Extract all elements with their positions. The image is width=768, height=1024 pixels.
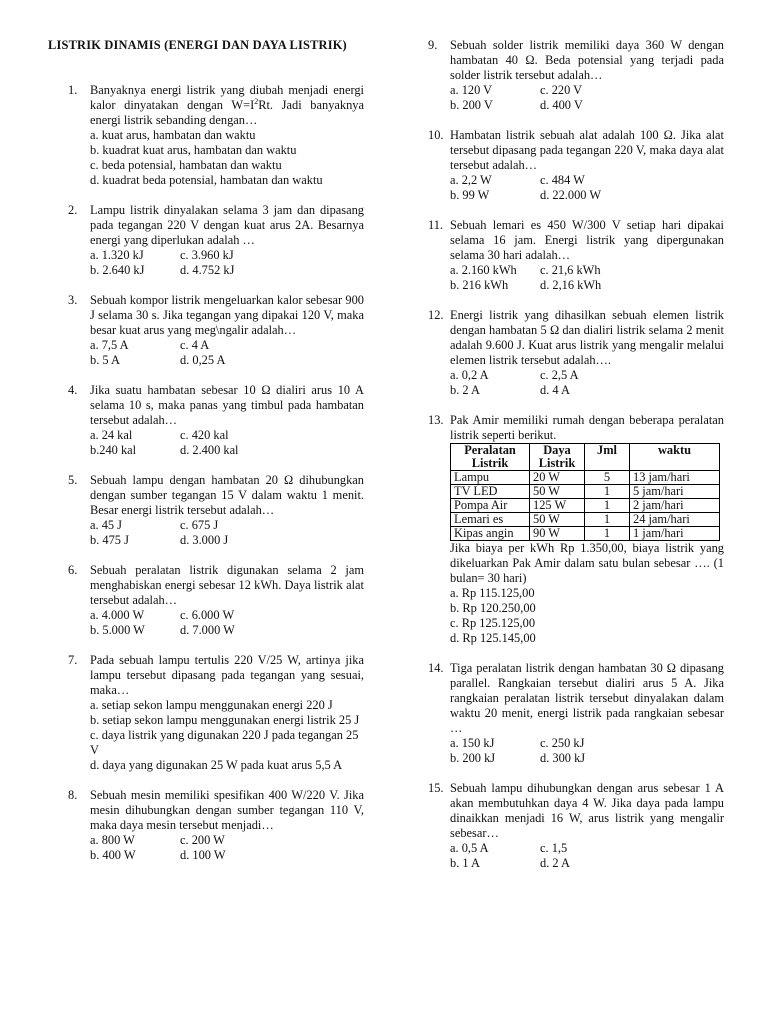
question-number: 5. [68, 473, 78, 487]
options [90, 338, 364, 368]
table-cell: 2 jam/hari [630, 499, 720, 513]
table-header: Peralatan Listrik [451, 444, 530, 471]
table-cell: Pompa Air [451, 499, 530, 513]
question-number: 3. [68, 293, 78, 307]
option-b: b. 400 W [90, 848, 136, 862]
options [450, 263, 724, 293]
option-c: c. 484 W [540, 173, 585, 187]
options [450, 173, 724, 203]
question-text: Sebuah lampu dengan hambatan 20 Ω dihubungkan dengan sumber tegangan 15 V dalam waktu 1 menit. Besar energi listrik tersebut adalah… [90, 473, 364, 517]
option-b: b. setiap sekon lampu menggunakan energi listrik 25 J [90, 713, 360, 727]
option-d: d. 22.000 W [540, 188, 602, 202]
table-row [451, 513, 720, 527]
table-header-row [451, 444, 720, 471]
question-8 [48, 788, 364, 863]
question-text: Lampu listrik dinyalakan selama 3 jam dan dipasang pada tegangan 220 V dengan kuat arus 2A. Besarnya energi yang diperlukan adalah … [90, 203, 364, 247]
question-number: 13. [428, 413, 444, 427]
option-b: b. 200 kJ [450, 751, 496, 765]
option-c: c. 250 kJ [540, 736, 585, 750]
options [450, 736, 724, 766]
question-14 [428, 661, 724, 766]
question-13 [428, 413, 724, 646]
table-cell: 20 W [530, 471, 585, 485]
table-cell: 13 jam/hari [630, 471, 720, 485]
option-c: c. 200 W [180, 833, 225, 847]
option-b: b. 216 kWh [450, 278, 509, 292]
table-cell: Lemari es [451, 513, 530, 527]
options [90, 428, 364, 458]
options [90, 518, 364, 548]
question-2 [48, 203, 364, 278]
question-5 [48, 473, 364, 548]
question-number: 11. [428, 218, 444, 232]
question-text: Sebuah lampu dihubungkan dengan arus sebesar 1 A akan membutuhkan daya 4 W. Jika daya pada lampu dinaikkan menjadi 16 W, arus listrik yang mengalir sebesar… [450, 781, 724, 840]
option-d: d. Rp 125.145,00 [450, 631, 536, 645]
question-text: Sebuah lemari es 450 W/300 V setiap hari dipakai selama 16 jam. Energi listrik yang dipergunakan selama 30 hari adalah… [450, 218, 724, 262]
table-cell: 1 [585, 527, 630, 541]
option-a: a. 0,5 A [450, 841, 489, 855]
question-number: 15. [428, 781, 444, 795]
option-c: c. 2,5 A [540, 368, 579, 382]
option-b: b.240 kal [90, 443, 137, 457]
option-a: a. 24 kal [90, 428, 133, 442]
option-d: d. daya yang digunakan 25 W pada kuat arus 5,5 A [90, 758, 343, 772]
option-c: c. 6.000 W [180, 608, 235, 622]
option-a: a. 0,2 A [450, 368, 489, 382]
option-a: a. 45 J [90, 518, 123, 532]
option-b: b. 2.640 kJ [90, 263, 145, 277]
appliance-table [450, 443, 720, 541]
table-cell: 90 W [530, 527, 585, 541]
left-column [48, 38, 364, 878]
table-row [451, 499, 720, 513]
option-a: a. 1.320 kJ [90, 248, 144, 262]
table-cell: 1 jam/hari [630, 527, 720, 541]
question-text: Sebuah peralatan listrik digunakan selama 2 jam menghabiskan energi sebesar 12 kWh. Daya listrik alat tersebut adalah… [90, 563, 364, 607]
table-cell: 125 W [530, 499, 585, 513]
option-c: c. 4 A [180, 338, 210, 352]
question-6 [48, 563, 364, 638]
options [90, 833, 364, 863]
option-c: c. 675 J [180, 518, 219, 532]
question-7 [48, 653, 364, 773]
question-number: 10. [428, 128, 444, 142]
table-cell: Lampu [451, 471, 530, 485]
option-d: d. 100 W [180, 848, 226, 862]
table-header: waktu [630, 444, 720, 471]
table-cell: Kipas angin [451, 527, 530, 541]
option-d: d. 4.752 kJ [180, 263, 235, 277]
question-number: 12. [428, 308, 444, 322]
table-row [451, 527, 720, 541]
table-cell: TV LED [451, 485, 530, 499]
option-a: a. kuat arus, hambatan dan waktu [90, 128, 256, 142]
option-d: d. 0,25 A [180, 353, 226, 367]
table-cell: 5 jam/hari [630, 485, 720, 499]
options [90, 248, 364, 278]
question-number: 2. [68, 203, 78, 217]
question-9 [428, 38, 724, 113]
question-1 [48, 83, 364, 188]
table-cell: 5 [585, 471, 630, 485]
option-a: a. 800 W [90, 833, 135, 847]
question-10 [428, 128, 724, 203]
option-d: d. 300 kJ [540, 751, 586, 765]
option-b: b. 200 V [450, 98, 493, 112]
right-column [428, 38, 724, 886]
question-text: Sebuah kompor listrik mengeluarkan kalor sebesar 900 J selama 30 s. Jika tegangan yang dipakai 120 V, maka besar kuat arus yang meg\ngalir adalah… [90, 293, 364, 337]
option-b: b. 475 J [90, 533, 129, 547]
option-d: d. 3.000 J [180, 533, 229, 547]
question-text: Tiga peralatan listrik dengan hambatan 30 Ω dipasang parallel. Rangkaian tersebut dialiri arus 5 A. Jika rangkaian peralatan listrik tersebut dinyalakan dalam waktu 20 menit, energi listrik pada rangkaian sebesar … [450, 661, 724, 735]
options [450, 841, 724, 871]
option-a: a. setiap sekon lampu menggunakan energi 220 J [90, 698, 333, 712]
table-cell: 1 [585, 513, 630, 527]
question-text: Pada sebuah lampu tertulis 220 V/25 W, artinya jika lampu tersebut dipasang pada tegangan yang sesuai, maka… [90, 653, 364, 697]
question-number: 6. [68, 563, 78, 577]
option-d: d. 400 V [540, 98, 583, 112]
question-number: 9. [428, 38, 438, 52]
option-c: c. daya listrik yang digunakan 220 J pada tegangan 25 V [90, 728, 359, 757]
question-text [90, 83, 364, 128]
table-header: Jml [585, 444, 630, 471]
question-text-part: Rt. Jadi banyaknya energi listrik sebanding dengan… [90, 98, 364, 127]
option-c: c. 3.960 kJ [180, 248, 234, 262]
option-d: d. kuadrat beda potensial, hambatan dan waktu [90, 173, 323, 187]
question-number: 14. [428, 661, 444, 675]
question-11 [428, 218, 724, 293]
option-a: a. 120 V [450, 83, 493, 97]
option-b: b. 5.000 W [90, 623, 145, 637]
option-b: b. kuadrat kuat arus, hambatan dan waktu [90, 143, 297, 157]
question-15 [428, 781, 724, 871]
question-text: Pak Amir memiliki rumah dengan beberapa peralatan listrik seperti berikut. [450, 413, 724, 442]
options [90, 608, 364, 638]
option-d: d. 2 A [540, 856, 570, 870]
question-number: 7. [68, 653, 78, 667]
question-12 [428, 308, 724, 398]
option-b: b. 2 A [450, 383, 480, 397]
question-number: 4. [68, 383, 78, 397]
option-d: d. 4 A [540, 383, 570, 397]
question-4 [48, 383, 364, 458]
question-number: 1. [68, 83, 78, 97]
option-c: c. 21,6 kWh [540, 263, 601, 277]
option-a: a. 150 kJ [450, 736, 495, 750]
option-a: a. 2,2 W [450, 173, 492, 187]
table-header: Daya Listrik [530, 444, 585, 471]
option-c: c. beda potensial, hambatan dan waktu [90, 158, 282, 172]
option-d: d. 7.000 W [180, 623, 235, 637]
question-text-part: Banyaknya energi listrik yang diubah menjadi energi kalor dinyatakan dengan W=I [90, 83, 364, 112]
question-text: Sebuah solder listrik memiliki daya 360 W dengan hambatan 40 Ω. Beda potensial yang terjadi pada solder listrik tersebut adalah… [450, 38, 724, 82]
table-cell: 50 W [530, 513, 585, 527]
option-c: c. Rp 125.125,00 [450, 616, 536, 630]
options [450, 368, 724, 398]
option-a: a. 7,5 A [90, 338, 129, 352]
question-text: Energi listrik yang dihasilkan sebuah elemen listrik dengan hambatan 5 Ω dan dialiri listrik selama 2 menit adalah 9.600 J. Kuat arus listrik yang mengalir melalui elemen listrik tersebut adalah…. [450, 308, 724, 367]
question-text: Hambatan listrik sebuah alat adalah 100 Ω. Jika alat tersebut dipasang pada tegangan 220 V, maka daya alat tersebut adalah… [450, 128, 724, 172]
option-b: b. 1 A [450, 856, 480, 870]
question-text-after-table: Jika biaya per kWh Rp 1.350,00, biaya listrik yang dikeluarkan Pak Amir dalam satu bulan sebesar …. (1 bulan= 30 hari) [450, 541, 724, 585]
option-d: d. 2,16 kWh [540, 278, 602, 292]
question-number: 8. [68, 788, 78, 802]
option-b: b. Rp 120.250,00 [450, 601, 536, 615]
option-b: b. 5 A [90, 353, 120, 367]
option-a: a. 4.000 W [90, 608, 145, 622]
question-text: Jika suatu hambatan sebesar 10 Ω dialiri arus 10 A selama 10 s, maka panas yang timbul pada hambatan tersebut adalah… [90, 383, 364, 427]
table-cell: 24 jam/hari [630, 513, 720, 527]
question-3 [48, 293, 364, 368]
option-b: b. 99 W [450, 188, 490, 202]
table-row [451, 471, 720, 485]
table-cell: 50 W [530, 485, 585, 499]
option-a: a. Rp 115.125,00 [450, 586, 535, 600]
option-d: d. 2.400 kal [180, 443, 239, 457]
option-c: c. 220 V [540, 83, 583, 97]
option-c: c. 1,5 [540, 841, 568, 855]
options [450, 83, 724, 113]
option-c: c. 420 kal [180, 428, 229, 442]
superscript: 2 [254, 96, 259, 106]
worksheet-title: LISTRIK DINAMIS (ENERGI DAN DAYA LISTRIK) [48, 38, 347, 52]
table-cell: 1 [585, 485, 630, 499]
table-cell: 1 [585, 499, 630, 513]
table-row [451, 485, 720, 499]
question-text: Sebuah mesin memiliki spesifikan 400 W/220 V. Jika mesin dihubungkan dengan sumber tegangan 110 V, maka daya mesin tersebut menjadi… [90, 788, 364, 832]
option-a: a. 2.160 kWh [450, 263, 517, 277]
